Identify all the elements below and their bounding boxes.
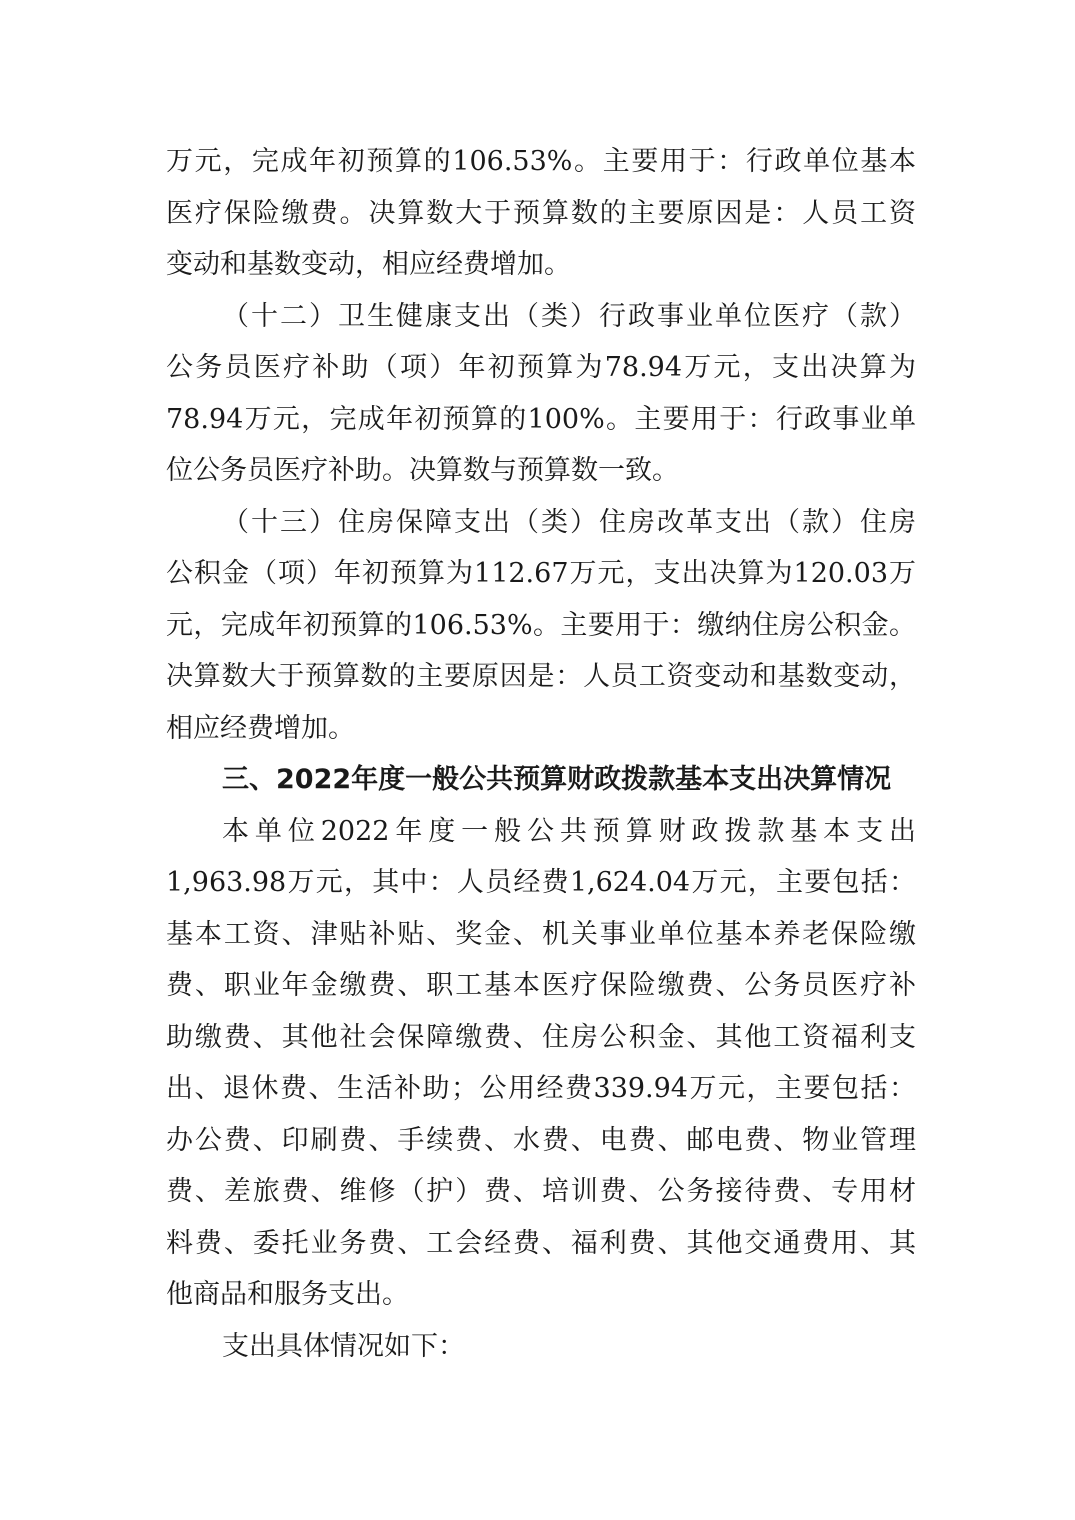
document-body	[166, 136, 916, 1372]
text-line: 费、职业年金缴费、职工基本医疗保险缴费、公务员医疗补	[166, 970, 916, 1001]
text-line: 公务员医疗补助（项）年初预算为78.94万元，支出决算为	[166, 352, 916, 383]
text-line: 料费、委托业务费、工会经费、福利费、其他交通费用、其	[166, 1227, 916, 1259]
text-line: 78.94万元，完成年初预算的100%。主要用于：行政事业单	[166, 403, 916, 435]
text-line: （十二）卫生健康支出（类）行政事业单位医疗（款）	[222, 300, 916, 332]
text-line: 决算数大于预算数的主要原因是：人员工资变动和基数变动，	[166, 661, 916, 692]
text-line: 医疗保险缴费。决算数大于预算数的主要原因是：人员工资	[166, 197, 916, 229]
text-line: 助缴费、其他社会保障缴费、住房公积金、其他工资福利支	[166, 1021, 916, 1053]
text-line: 1,963.98万元，其中：人员经费1,624.04万元，主要包括：	[166, 867, 916, 898]
text-line: 他商品和服务支出。	[166, 1279, 409, 1310]
text-line: 基本工资、津贴补贴、奖金、机关事业单位基本养老保险缴	[166, 918, 916, 950]
text-line: 费、差旅费、维修（护）费、培训费、公务接待费、专用材	[166, 1176, 916, 1207]
section-heading: 三、2022年度一般公共预算财政拨款基本支出决算情况	[222, 764, 892, 795]
text-line: （十三）住房保障支出（类）住房改革支出（款）住房	[222, 506, 916, 538]
text-line: 位公务员医疗补助。决算数与预算数一致。	[166, 455, 679, 486]
text-line: 支出具体情况如下：	[222, 1330, 465, 1362]
text-line: 元，完成年初预算的106.53%。主要用于：缴纳住房公积金。	[166, 609, 916, 641]
text-line: 办公费、印刷费、手续费、水费、电费、邮电费、物业管理	[166, 1124, 916, 1156]
text-line: 万元，完成年初预算的106.53%。主要用于：行政单位基本	[166, 146, 916, 177]
text-line: 相应经费增加。	[166, 712, 355, 744]
text-line: 变动和基数变动，相应经费增加。	[166, 249, 571, 280]
text-line: 出、退休费、生活补助；公用经费339.94万元，主要包括：	[166, 1073, 916, 1104]
text-line: 公积金（项）年初预算为112.67万元，支出决算为120.03万	[166, 558, 916, 589]
text-line: 本单位2022年度一般公共预算财政拨款基本支出	[222, 815, 916, 847]
